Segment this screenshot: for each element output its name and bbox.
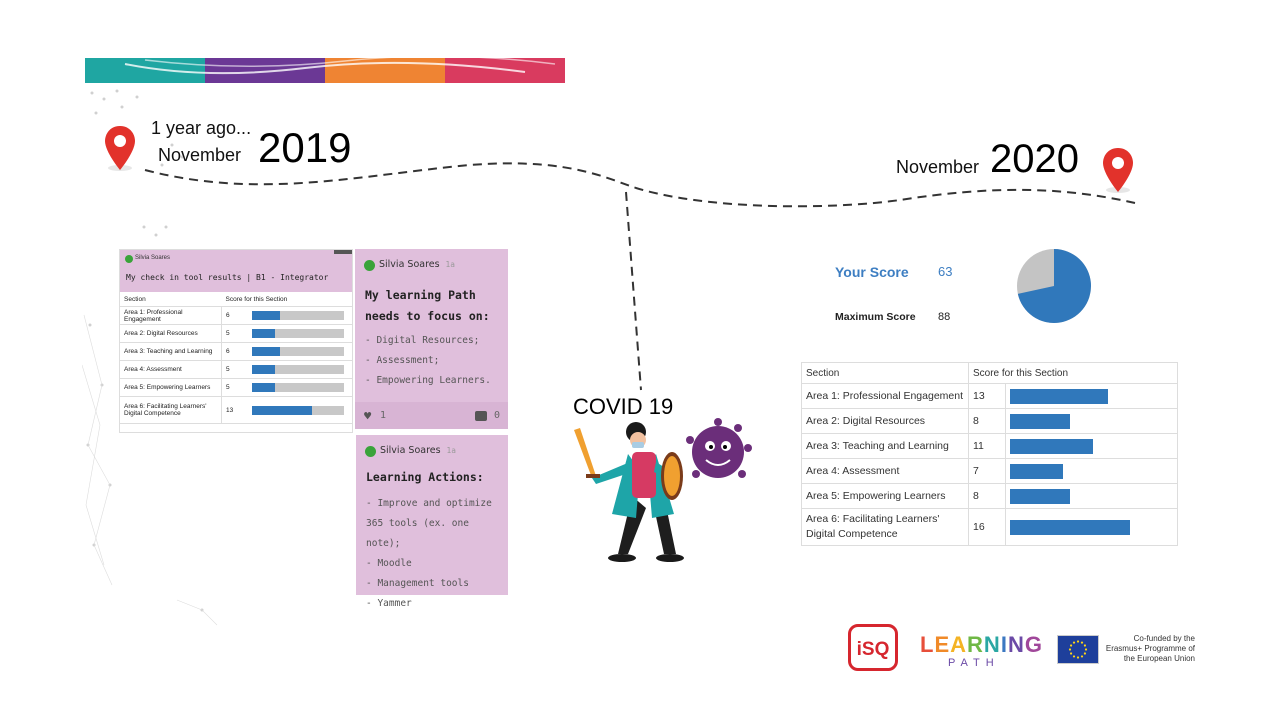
start-month-label: November — [158, 145, 242, 165]
row-section: Area 4: Assessment — [120, 361, 222, 379]
location-pin-icon — [1100, 146, 1136, 196]
hero-illustration — [560, 418, 760, 564]
score-bar-fill — [1010, 489, 1070, 504]
score-bar-fill — [252, 329, 275, 338]
row-score: 6 — [222, 307, 249, 325]
logo-letter: R — [967, 632, 984, 657]
row-section: Area 1: Professional Engagement — [802, 384, 969, 409]
row-score: 5 — [222, 379, 249, 397]
eu-cofunded-text: Co-funded by the Erasmus+ Programme of the European Union — [1105, 634, 1195, 663]
logo-letter: E — [934, 632, 951, 657]
comment-count: 0 — [493, 410, 500, 421]
card-handle — [334, 250, 352, 254]
eu-star — [1073, 655, 1075, 657]
learning-path-subtitle: PATH — [948, 657, 1000, 669]
old-results-table — [120, 292, 352, 424]
logo-letter: I — [1000, 632, 1008, 657]
footer-logos — [848, 624, 1193, 674]
row-bar-cell — [1006, 459, 1178, 484]
row-bar-cell — [248, 325, 352, 343]
col-score: Score for this Section — [969, 363, 1178, 384]
row-bar-cell — [248, 379, 352, 397]
row-score: 8 — [969, 484, 1006, 509]
row-section: Area 3: Teaching and Learning — [120, 343, 222, 361]
row-bar-cell — [1006, 484, 1178, 509]
score-bar-track — [252, 347, 344, 356]
note-heading: My learning Path needs to focus on: — [365, 288, 490, 323]
list-item: - Management tools — [366, 578, 469, 589]
logo-letter: G — [1024, 632, 1043, 657]
score-bar-fill — [252, 365, 275, 374]
eu-star — [1070, 644, 1072, 646]
score-bar-fill — [252, 311, 280, 320]
table-row — [802, 509, 1178, 546]
score-bar-fill — [1010, 520, 1130, 535]
comment-icon[interactable] — [475, 411, 487, 421]
eu-star — [1085, 648, 1087, 650]
note-age: 1a — [445, 260, 455, 269]
table-header-row — [120, 292, 352, 307]
score-bar-track — [252, 311, 344, 320]
score-bar-track — [252, 383, 344, 392]
eu-star — [1081, 655, 1083, 657]
table-row — [802, 434, 1178, 459]
old-results-user: Silvia Soares — [135, 255, 171, 261]
list-item: 365 tools (ex. one note); — [366, 518, 469, 549]
list-item: - Empowering Learners. — [365, 375, 491, 386]
row-score: 8 — [969, 409, 1006, 434]
row-score: 13 — [969, 384, 1006, 409]
score-pie-chart — [1014, 248, 1094, 328]
row-bar-cell — [1006, 434, 1178, 459]
col-score: Score for this Section — [222, 292, 353, 307]
table-row — [802, 409, 1178, 434]
leaf-icon — [364, 260, 375, 271]
table-row — [120, 397, 352, 424]
note-age: 1a — [446, 446, 456, 455]
table-row — [802, 459, 1178, 484]
logo-letter: N — [1007, 632, 1025, 657]
isq-logo: iSQ — [848, 624, 898, 671]
table-row — [120, 307, 352, 325]
score-bar-fill — [1010, 464, 1063, 479]
row-bar-cell — [248, 361, 352, 379]
old-results-header — [120, 250, 352, 292]
table-row — [120, 379, 352, 397]
eu-star — [1077, 656, 1079, 658]
row-score: 7 — [969, 459, 1006, 484]
row-section: Area 6: Facilitating Learners' Digital Competence — [120, 397, 222, 424]
row-section: Area 5: Empowering Learners — [802, 484, 969, 509]
score-bar-track — [252, 365, 344, 374]
row-section: Area 3: Teaching and Learning — [802, 434, 969, 459]
table-row — [802, 484, 1178, 509]
score-bar-fill — [1010, 389, 1108, 404]
row-score: 6 — [222, 343, 249, 361]
row-bar-cell — [1006, 509, 1178, 546]
row-score: 5 — [222, 325, 249, 343]
col-section: Section — [120, 292, 222, 307]
score-bar-track — [252, 329, 344, 338]
list-item: - Improve and optimize — [366, 498, 492, 509]
old-results-title: My check in tool results | B1 - Integrator — [126, 273, 329, 282]
row-section: Area 2: Digital Resources — [802, 409, 969, 434]
one-year-ago-label: 1 year ago... — [151, 118, 252, 138]
row-section: Area 6: Facilitating Learners' Digital Competence — [802, 509, 969, 546]
old-results-card — [119, 249, 353, 433]
eu-star — [1077, 640, 1079, 642]
note-footer — [355, 402, 508, 429]
heart-icon[interactable]: ♥ — [364, 409, 372, 423]
score-bar-fill — [252, 347, 280, 356]
note-user — [380, 445, 456, 456]
leaf-icon — [125, 255, 133, 263]
table-row — [120, 325, 352, 343]
score-bar-fill — [252, 383, 275, 392]
like-count: 1 — [380, 410, 387, 421]
max-score-value: 88 — [938, 311, 951, 323]
learning-path-logo — [920, 632, 1043, 658]
note-heading: Learning Actions: — [366, 470, 484, 484]
row-section: Area 1: Professional Engagement — [120, 307, 222, 325]
row-score: 5 — [222, 361, 249, 379]
your-score-value: 63 — [938, 264, 953, 279]
your-score-label: Your Score — [835, 264, 909, 280]
table-row — [120, 343, 352, 361]
col-section: Section — [802, 363, 969, 384]
row-score: 16 — [969, 509, 1006, 546]
focus-note — [355, 249, 508, 429]
note-user — [379, 259, 455, 270]
list-item: - Assessment; — [365, 355, 440, 366]
row-section: Area 5: Empowering Learners — [120, 379, 222, 397]
table-row — [120, 361, 352, 379]
row-section: Area 2: Digital Resources — [120, 325, 222, 343]
row-bar-cell — [248, 343, 352, 361]
score-bar-fill — [1010, 439, 1093, 454]
list-item: - Digital Resources; — [365, 335, 480, 346]
note-items — [366, 494, 508, 614]
logo-letter: A — [950, 632, 968, 657]
eu-star — [1081, 641, 1083, 643]
logo-letter: N — [983, 632, 1001, 657]
row-bar-cell — [1006, 384, 1178, 409]
row-bar-cell — [248, 397, 352, 424]
score-bar-track — [252, 406, 344, 415]
list-item: - Moodle — [366, 558, 412, 569]
eu-star — [1070, 652, 1072, 654]
eu-flag-icon — [1057, 635, 1099, 664]
note-user-name: Silvia Soares — [380, 445, 441, 456]
eu-star — [1069, 648, 1071, 650]
eu-star — [1084, 644, 1086, 646]
score-bar-fill — [252, 406, 312, 415]
table-row — [802, 384, 1178, 409]
note-user-name: Silvia Soares — [379, 259, 440, 270]
eu-star — [1084, 652, 1086, 654]
table-header-row — [802, 363, 1178, 384]
end-month-label: November — [896, 157, 980, 177]
row-section: Area 4: Assessment — [802, 459, 969, 484]
note-items — [365, 331, 491, 391]
row-bar-cell — [1006, 409, 1178, 434]
score-bar-fill — [1010, 414, 1070, 429]
new-results-table — [801, 362, 1178, 546]
leaf-icon — [365, 446, 376, 457]
max-score-label: Maximum Score — [835, 311, 916, 323]
row-score: 11 — [969, 434, 1006, 459]
start-year-label: 2019 — [258, 124, 352, 171]
logo-letter: L — [920, 632, 935, 657]
covid-label: COVID 19 — [573, 394, 674, 419]
row-bar-cell — [248, 307, 352, 325]
end-year-label: 2020 — [990, 137, 1079, 181]
actions-note — [356, 435, 508, 609]
location-pin-icon — [102, 124, 138, 174]
list-item: - Yammer — [366, 598, 412, 609]
row-score: 13 — [222, 397, 249, 424]
eu-star — [1073, 641, 1075, 643]
